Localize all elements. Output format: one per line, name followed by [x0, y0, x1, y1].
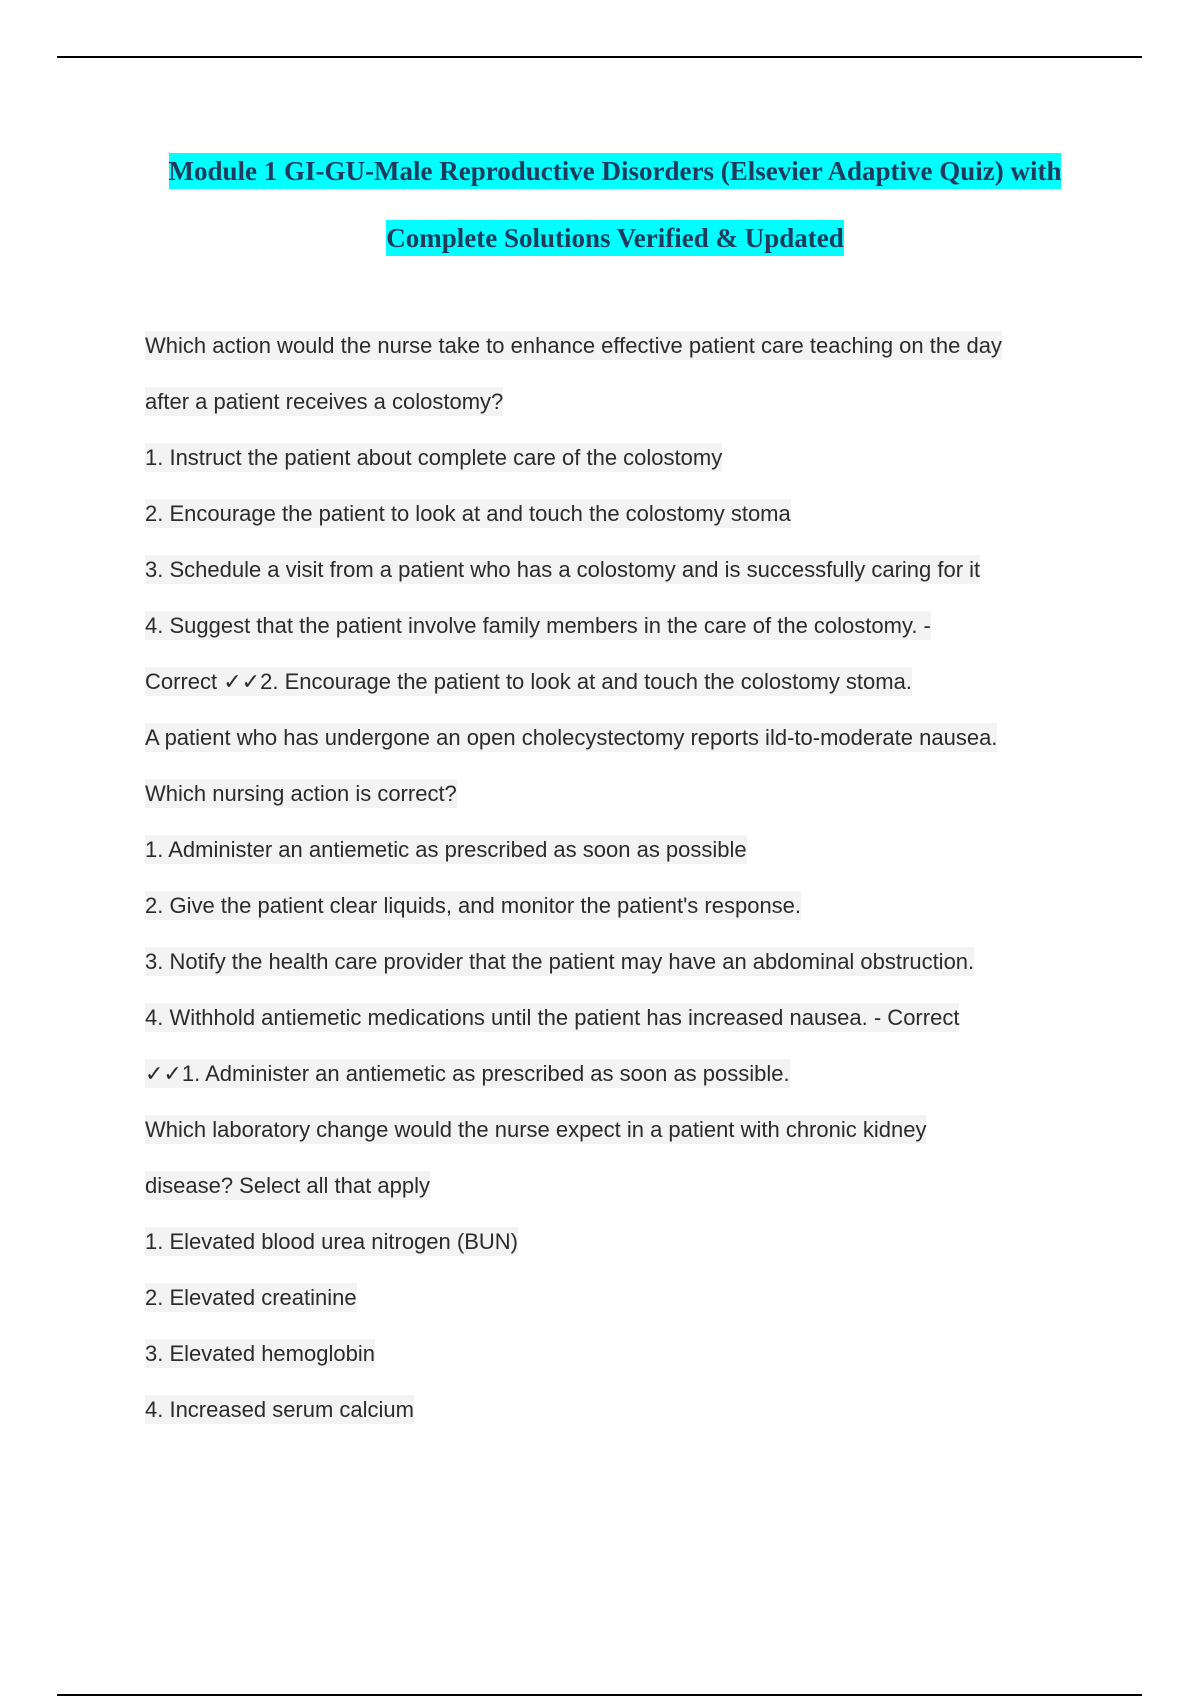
document-body — [145, 318, 1095, 1438]
question-3-stem: disease? Select all that apply — [145, 1173, 430, 1198]
question-1-option: 2. Encourage the patient to look at and touch the colostomy stoma — [145, 501, 791, 526]
question-1-option: 3. Schedule a visit from a patient who has a colostomy and is successfully caring for it — [145, 557, 981, 582]
question-3-option: 3. Elevated hemoglobin — [145, 1341, 375, 1366]
question-1-option: 4. Suggest that the patient involve family members in the care of the colostomy. - — [145, 613, 931, 638]
question-1-answer: Correct ✓✓2. Encourage the patient to look at and touch the colostomy stoma. — [145, 669, 912, 694]
question-2-option: 2. Give the patient clear liquids, and monitor the patient's response. — [145, 893, 802, 918]
question-1-stem: after a patient receives a colostomy? — [145, 389, 504, 414]
question-3-option: 4. Increased serum calcium — [145, 1397, 414, 1422]
question-2-answer: ✓✓1. Administer an antiemetic as prescribed as soon as possible. — [145, 1061, 790, 1086]
document-title — [145, 138, 1085, 272]
question-1-stem: Which action would the nurse take to enhance effective patient care teaching on the day — [145, 333, 1002, 358]
question-3-option: 2. Elevated creatinine — [145, 1285, 357, 1310]
bottom-rule — [57, 1694, 1142, 1696]
title-line-2: Complete Solutions Verified & Updated — [386, 220, 844, 256]
question-2-stem: Which nursing action is correct? — [145, 781, 457, 806]
question-3-stem: Which laboratory change would the nurse expect in a patient with chronic kidney — [145, 1117, 927, 1142]
title-line-1: Module 1 GI-GU-Male Reproductive Disorders (Elsevier Adaptive Quiz) with — [169, 153, 1062, 189]
question-2-option: 4. Withhold antiemetic medications until the patient has increased nausea. - Correct — [145, 1005, 960, 1030]
question-2-stem: A patient who has undergone an open cholecystectomy reports ild-to-moderate nausea. — [145, 725, 998, 750]
question-1-option: 1. Instruct the patient about complete care of the colostomy — [145, 445, 723, 470]
question-2-option: 3. Notify the health care provider that the patient may have an abdominal obstruction. — [145, 949, 975, 974]
question-3-option: 1. Elevated blood urea nitrogen (BUN) — [145, 1229, 518, 1254]
question-2-option: 1. Administer an antiemetic as prescribed as soon as possible — [145, 837, 747, 862]
top-rule — [57, 56, 1142, 58]
